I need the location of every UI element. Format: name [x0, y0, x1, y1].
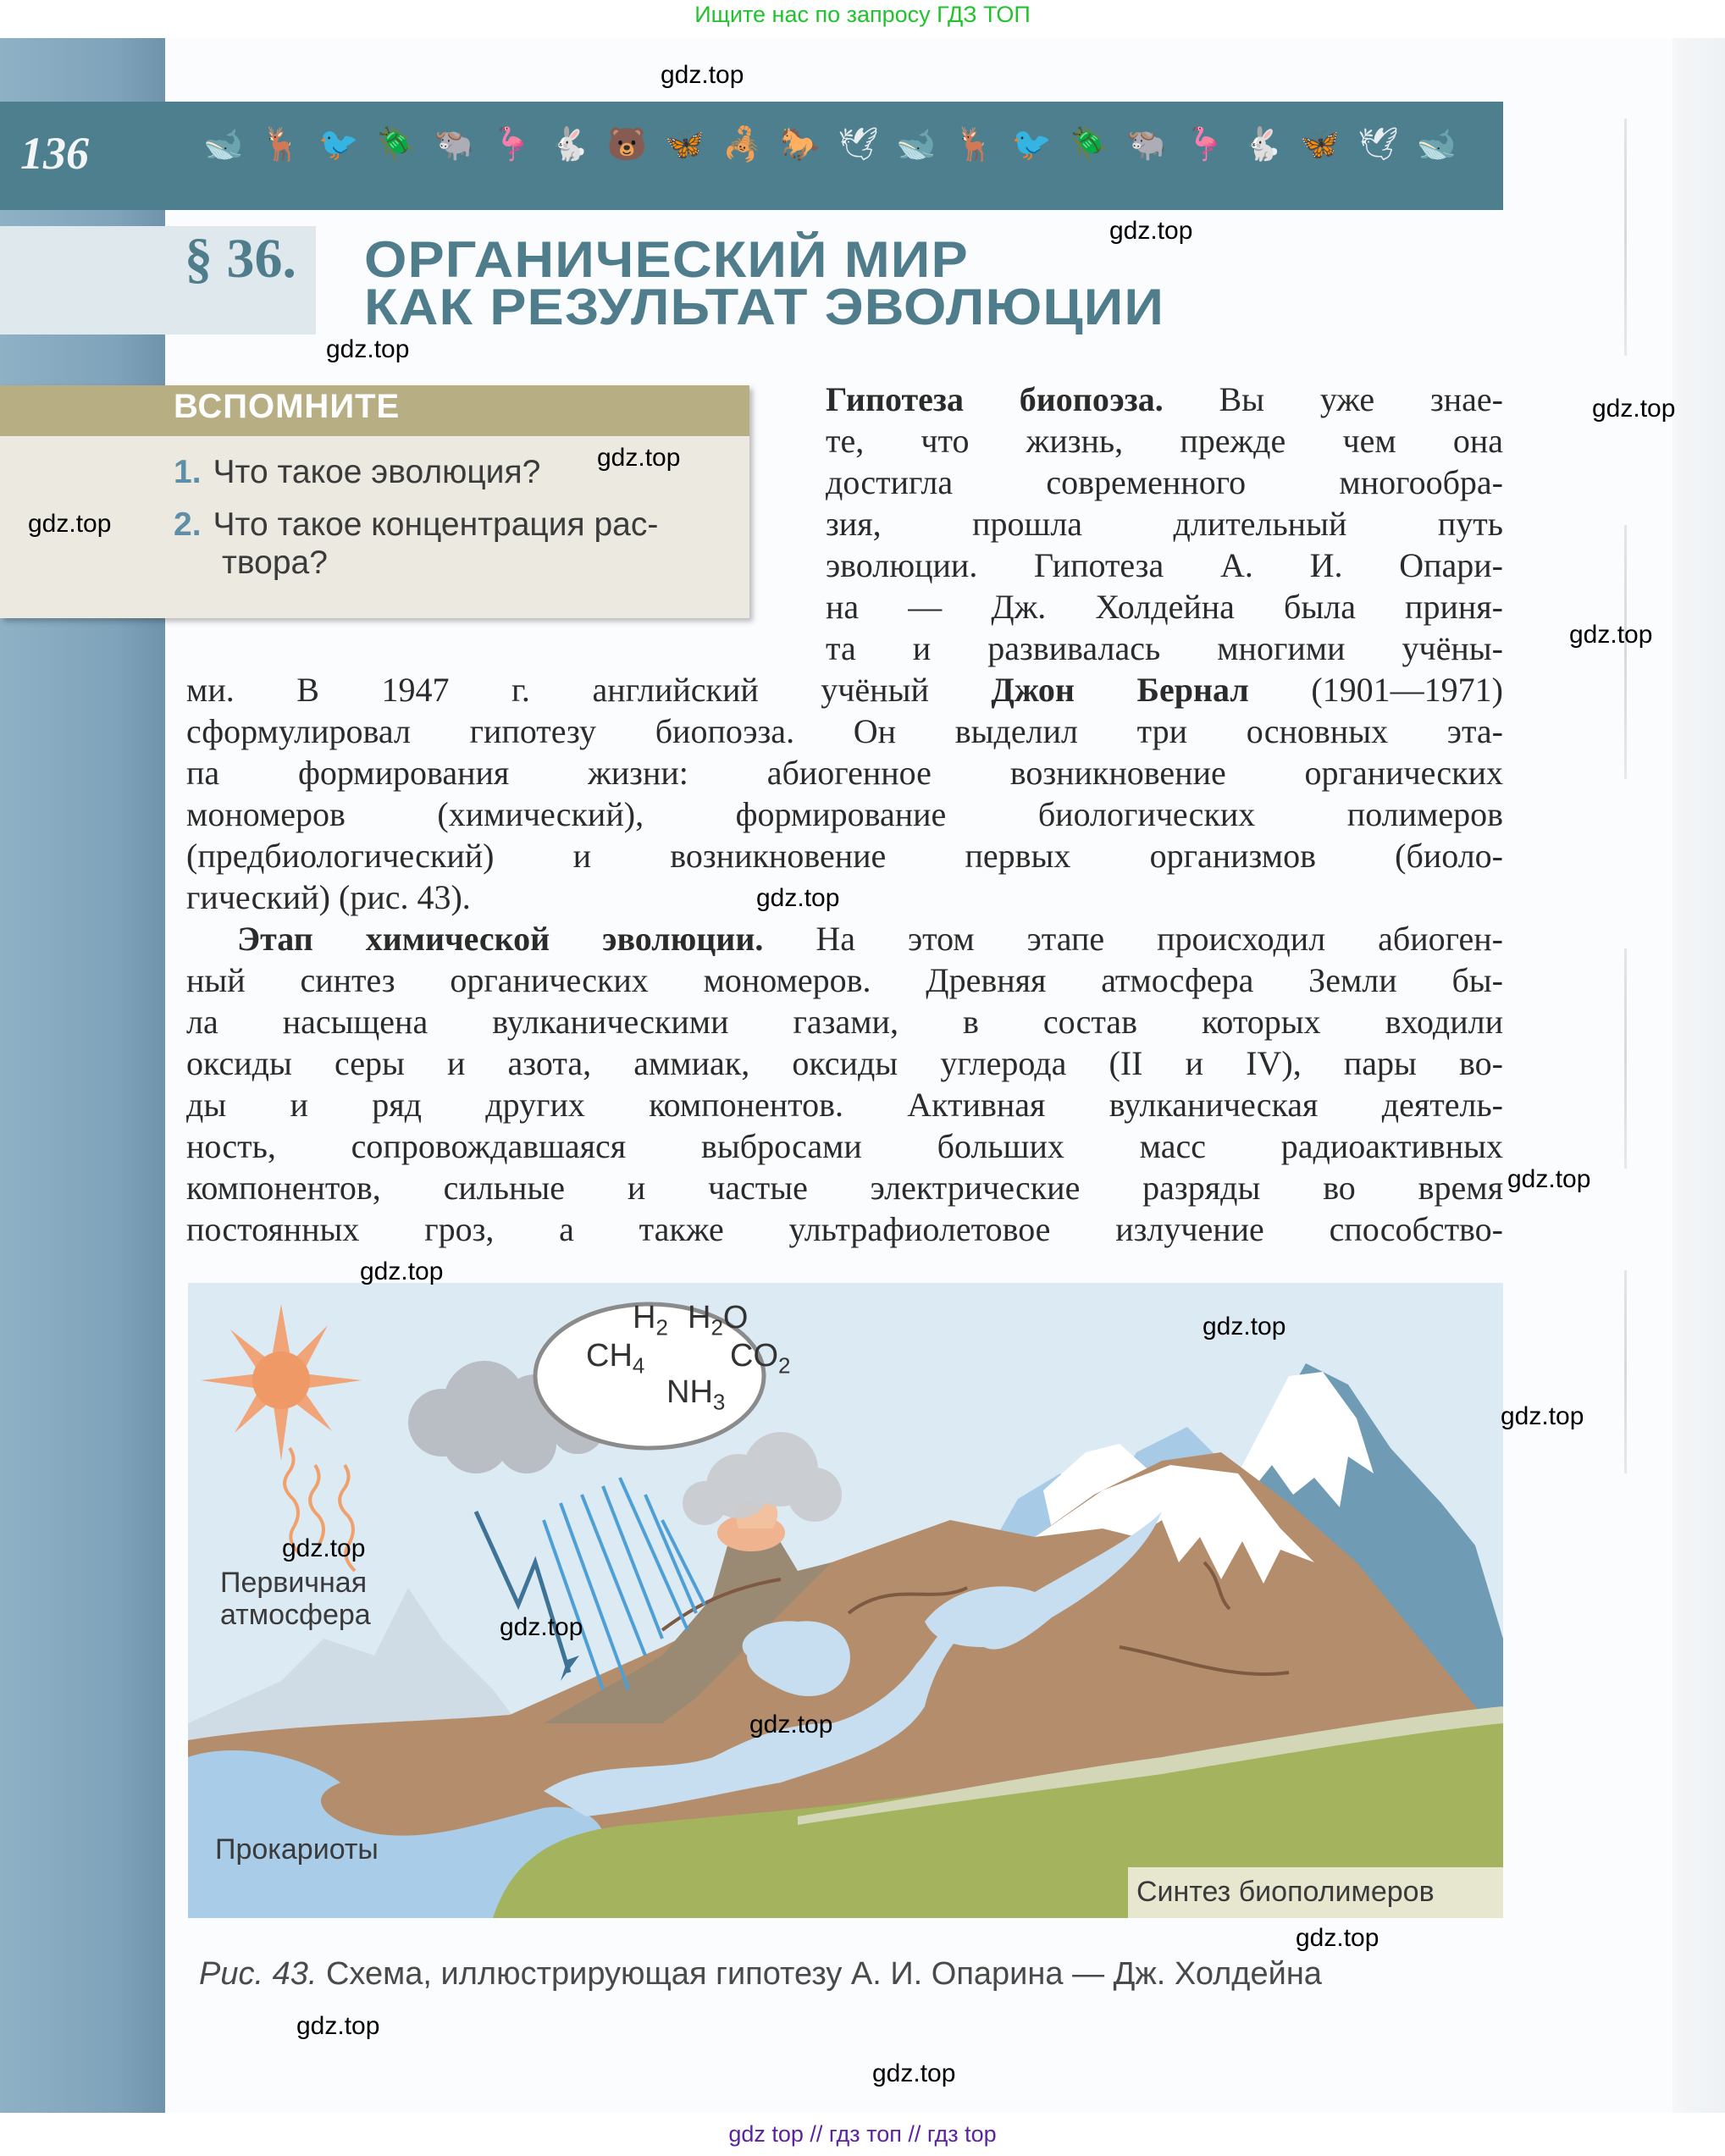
text-line: постоянных гроз, а также ультрафиолетовое излучение способство- — [186, 1210, 1503, 1248]
text-line: Гипотеза биопоэза. Вы уже знае- — [826, 380, 1503, 418]
section-title-line-1: ОРГАНИЧЕСКИЙ МИР — [364, 231, 969, 288]
text-paragraph-2 — [186, 918, 1503, 1250]
text-line: Этап химической эволюции. На этом этапе происходил абиоген- — [237, 920, 1503, 958]
label-biopolymer-synthesis: Синтез биополимеров — [1136, 1876, 1435, 1908]
horse-icon: 🐎 — [780, 124, 821, 163]
name-bernal: Джон Бернал — [991, 671, 1249, 709]
watermark: gdz.top — [661, 61, 744, 89]
formula-co2: $CO_2$ — [730, 1338, 791, 1379]
formula-h2o: $H_2O$ — [688, 1300, 749, 1341]
search-banner[interactable]: Ищите нас по запросу ГДЗ ТОП — [694, 2, 1031, 27]
bird-icon: 🐦 — [318, 124, 359, 163]
bison-icon: 🐃 — [434, 124, 474, 163]
ostrich-icon: 🦩 — [1185, 124, 1225, 163]
figure-43-illustration — [188, 1283, 1503, 1918]
text-line: эволюции. Гипотеза А. И. Опари- — [826, 546, 1503, 584]
watermark: gdz.top — [1203, 1313, 1286, 1341]
text-line: достигла современного многообра- — [826, 463, 1503, 501]
text-line: (предбиологический) и возникновение первых организмов (биоло- — [186, 837, 1503, 875]
watermark: gdz.top — [1592, 395, 1676, 423]
butterfly-icon: 🦋 — [1300, 124, 1341, 163]
text-line: оксиды серы и азота, аммиак, оксиды углерода (II и IV), пары во- — [186, 1044, 1503, 1082]
watermark: gdz.top — [1109, 217, 1193, 245]
bear-icon: 🐻 — [606, 124, 648, 163]
text-line: па формирования жизни: абиогенное возникновение органических — [186, 754, 1503, 792]
watermark: gdz.top — [1296, 1924, 1379, 1952]
watermark: gdz.top — [756, 884, 840, 912]
text-line: компонентов, сильные и частые электрические разряды во время — [186, 1169, 1503, 1207]
question-number: 2. — [174, 506, 202, 543]
text-line: ный синтез органических мономеров. Древняя атмосфера Земли бы- — [186, 961, 1503, 999]
watermark: gdz.top — [872, 2059, 956, 2087]
animal-silhouettes-row — [203, 119, 1457, 169]
heading-biopoesis: Гипотеза биопоэза. — [826, 380, 1164, 418]
watermark: gdz.top — [28, 510, 112, 538]
caption-prefix: Рис. 43. — [199, 1956, 318, 1992]
caption-text: Схема, иллюстрирующая гипотезу А. И. Опарина — Дж. Холдейна — [317, 1956, 1322, 1992]
flying-bird-icon: 🕊 — [838, 124, 879, 163]
text-line: гический) (рис. 43). — [186, 878, 471, 916]
watermark: gdz.top — [1569, 621, 1653, 649]
ostrich-icon: 🦩 — [491, 124, 532, 163]
formula-h2: $H_2$ — [633, 1300, 668, 1341]
text-line: та и развивалась многими учёны- — [826, 629, 1503, 667]
sun-icon — [201, 1304, 362, 1461]
text-line: на — Дж. Холдейна была приня- — [826, 588, 1503, 626]
watermark: gdz.top — [500, 1613, 583, 1641]
text-line: зия, прошла длительный путь — [826, 505, 1503, 543]
recall-question-2 — [174, 506, 733, 582]
text-line: ды и ряд других компонентов. Активная вулканическая деятель- — [186, 1086, 1503, 1124]
text-line: сформулировал гипотезу биопоэза. Он выделил три основных эта- — [186, 712, 1503, 750]
watermark: gdz.top — [1501, 1402, 1584, 1430]
watermark: gdz.top — [360, 1258, 444, 1285]
page-fold-line — [1624, 119, 1627, 356]
scorpion-icon: 🦂 — [722, 124, 763, 163]
text-line: ность, сопровождавшаяся выбросами больших масс радиоактивных — [186, 1127, 1503, 1165]
text-paragraph-1 — [186, 669, 1503, 918]
page-fold-line — [1624, 1270, 1627, 1473]
formula-ch4: $CH_4$ — [586, 1338, 645, 1379]
hare-icon: 🐇 — [1242, 124, 1283, 163]
text-line: ла насыщена вулканическими газами, в состав которых входили — [186, 1003, 1503, 1041]
landscape-scene — [188, 1283, 1503, 1918]
question-text: Что такое концентрация рас- — [213, 506, 659, 543]
insect-icon: 🪲 — [1069, 124, 1110, 163]
watermark: gdz.top — [326, 335, 410, 363]
heading-chemical-stage: Этап химической эволюции. — [237, 920, 764, 958]
question-text: Что такое эволюция? — [213, 454, 541, 490]
left-margin-strip — [0, 38, 165, 2113]
whale-icon: 🐋 — [1416, 124, 1457, 163]
moose-icon: 🦌 — [261, 124, 301, 163]
insect-icon: 🪲 — [376, 124, 417, 163]
butterfly-icon: 🦋 — [665, 124, 705, 163]
label-primary-atmosphere: Первичная атмосфера — [220, 1567, 371, 1631]
section-title-line-2: КАК РЕЗУЛЬТАТ ЭВОЛЮЦИИ — [364, 279, 1165, 335]
watermark: gdz.top — [282, 1534, 366, 1562]
watermark: gdz.top — [296, 2012, 380, 2040]
whale-icon: 🐋 — [203, 124, 244, 163]
page-number: 136 — [20, 128, 89, 179]
label-prokaryotes: Прокариоты — [215, 1833, 379, 1866]
watermark: gdz.top — [749, 1711, 833, 1739]
recall-box-title: ВСПОМНИТЕ — [174, 388, 401, 425]
section-number: § 36. — [185, 228, 296, 290]
watermark: gdz.top — [1507, 1165, 1591, 1193]
bison-icon: 🐃 — [1126, 124, 1168, 163]
whale-icon: 🐋 — [896, 124, 937, 163]
watermark: gdz.top — [597, 444, 681, 472]
bird-icon: 🐦 — [1011, 124, 1052, 163]
next-page-edge — [1672, 38, 1725, 2113]
page-fold-line — [1624, 948, 1627, 1169]
text-line: те, что жизнь, прежде чем она — [826, 422, 1503, 460]
lightning-icon — [476, 1512, 569, 1672]
hare-icon: 🐇 — [549, 124, 590, 163]
question-text-continued: твора? — [222, 545, 328, 581]
page-fold-line — [1624, 525, 1627, 779]
flying-bird-icon: 🕊 — [1357, 124, 1399, 163]
text-right-column — [826, 379, 1503, 669]
figure-caption — [199, 1956, 1322, 1993]
footer-links[interactable]: gdz top // гдз топ // гдз top — [728, 2121, 997, 2147]
question-number: 1. — [174, 454, 202, 490]
text-line: мономеров (химический), формирование биологических полимеров — [186, 795, 1503, 833]
text-line: ми. В 1947 г. английский учёный Джон Бернал (1901—1971) — [186, 671, 1503, 709]
formula-nh3: $NH_3$ — [666, 1374, 726, 1415]
moose-icon: 🦌 — [954, 124, 994, 163]
